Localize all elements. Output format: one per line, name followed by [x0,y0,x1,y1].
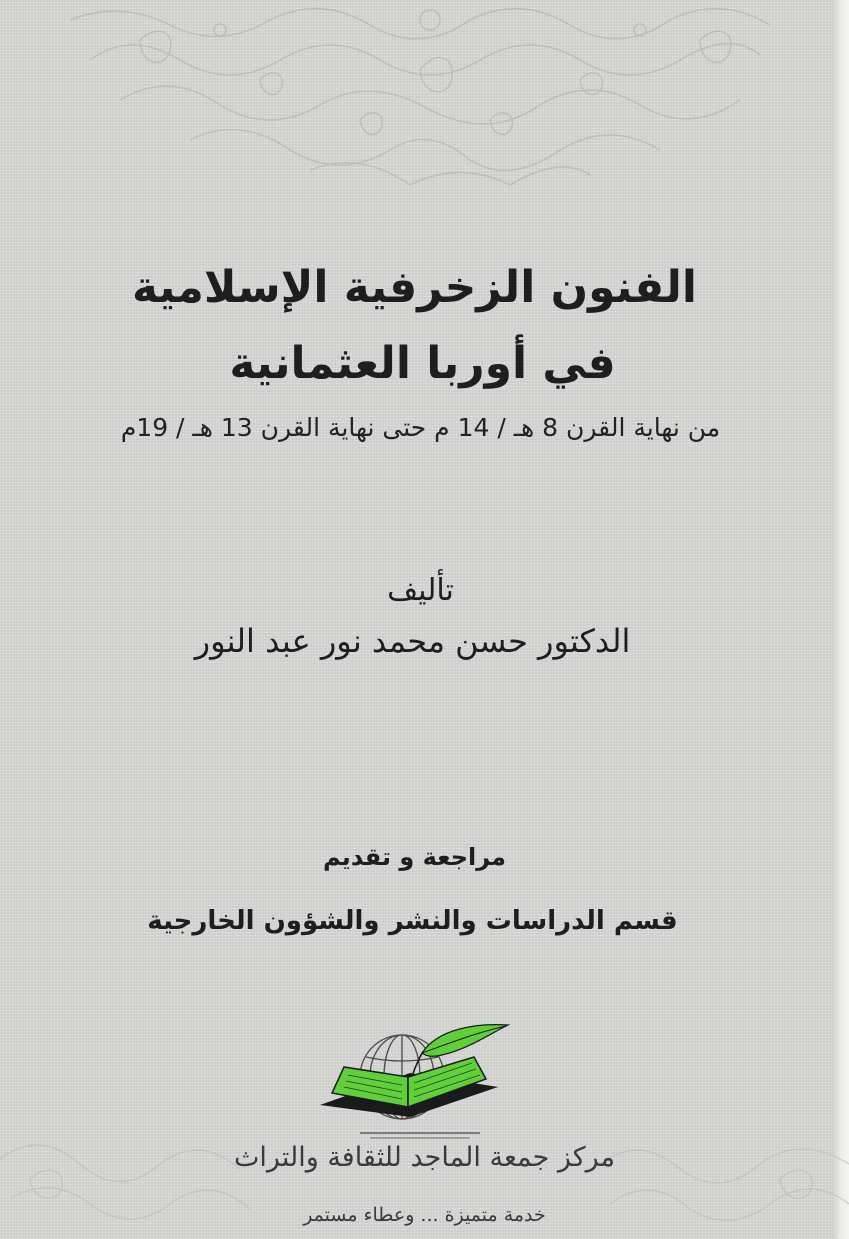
author-name: الدكتور حسن محمد نور عبد النور [194,622,631,660]
book-title-line-1: الفنون الزخرفية الإسلامية [132,262,697,313]
book-globe-leaf-logo-icon [310,1015,520,1145]
book-subtitle: من نهاية القرن 8 هـ / 14 م حتى نهاية القرن 13 هـ / 19م [120,413,721,442]
author-label: تأليف [387,573,454,608]
publisher-slogan: خدمة متميزة ... وعطاء مستمر [303,1204,546,1226]
book-title-line-2: في أوربا العثمانية [229,338,616,389]
publisher-name: مركز جمعة الماجد للثقافة والتراث [234,1142,615,1173]
top-ornament-icon [60,0,800,200]
review-label: مراجعة و تقديم [322,843,507,871]
page-edge [835,0,849,1239]
department-name: قسم الدراسات والنشر والشؤون الخارجية [147,906,678,936]
